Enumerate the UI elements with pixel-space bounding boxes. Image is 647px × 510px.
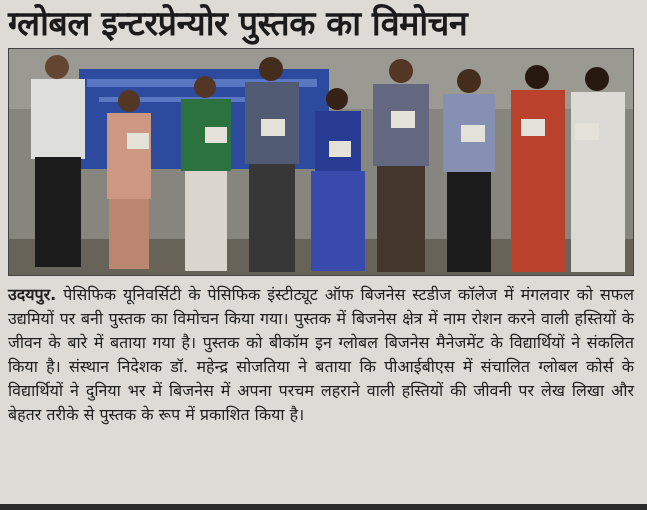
book-launch-photo <box>9 49 633 275</box>
dateline: उदयपुर. <box>8 285 57 304</box>
news-photo <box>8 48 634 276</box>
article-body <box>8 283 634 427</box>
headline: ग्लोबल इन्टरप्रेन्योर पुस्तक का विमोचन <box>8 4 468 44</box>
article-text: पेसिफिक यूनिवर्सिटी के पेसिफिक इंस्टीट्यूट ऑफ बिजनेस स्टडीज कॉलेज में मंगलवार को सफल उद्यमियों पर बनी पुस्तक का विमोचन किया गया। पुस्तक में बिजनेस क्षेत्र में नाम रोशन करने वाली हस्तियों के जीवन के बारे में बताया गया है। पुस्तक को बीकॉम इन ग्लोबल बिजनेस मैनेजमेंट के विद्यार्थियों ने संकलित किया है। संस्थान निदेशक डॉ. महेन्द्र सोजतिया ने बताया कि पीआईबीएस में संचालित ग्लोबल कोर्स के विद्यार्थियों ने दुनिया भर में बिजनेस में अपना परचम लहराने वाली हस्तियों की जीवनी पर लेख लिखा और बेहतर तरीके से पुस्तक के रूप में प्रकाशित किया है। <box>8 285 634 424</box>
